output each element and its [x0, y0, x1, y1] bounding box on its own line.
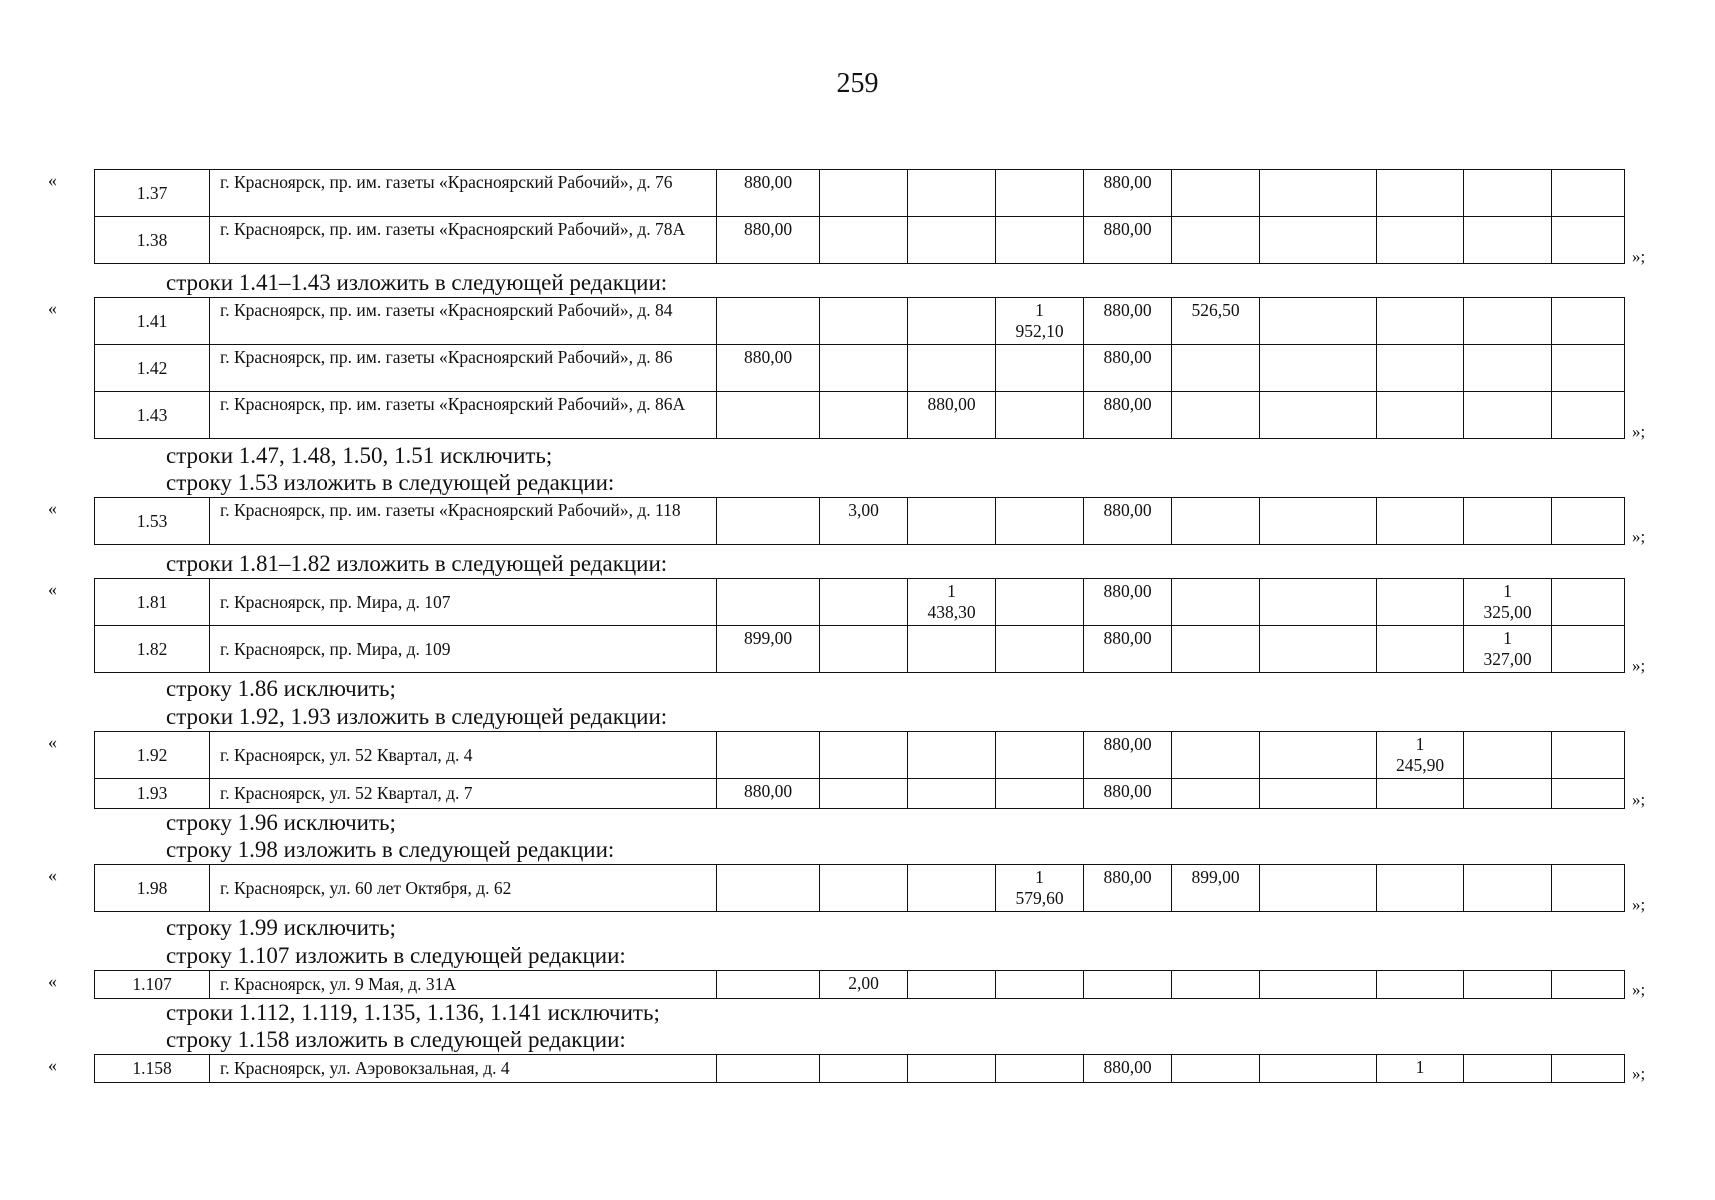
instruction-text: строки 1.47, 1.48, 1.50, 1.51 исключить;	[166, 443, 553, 468]
value-cell: 880,00	[1084, 217, 1172, 264]
row-address: г. Красноярск, пр. Мира, д. 109	[210, 626, 717, 673]
value-cell: 880,00	[717, 217, 820, 264]
value-cell: 3,00	[820, 498, 908, 545]
value-cell	[717, 732, 820, 779]
instruction-text: строку 1.86 исключить;	[166, 676, 396, 701]
open-quote: «	[48, 865, 57, 885]
value-cell	[908, 971, 996, 999]
value-cell	[820, 298, 908, 345]
table-row	[95, 732, 1625, 779]
value-cell	[908, 779, 996, 809]
value-cell: 880,00	[1084, 626, 1172, 673]
value-cell: 899,00	[717, 626, 820, 673]
table-row	[95, 392, 1625, 439]
value-cell	[996, 392, 1084, 439]
amendment-table	[94, 970, 1625, 999]
row-number: 1.37	[95, 170, 210, 217]
value-cell	[1260, 865, 1377, 912]
value-cell	[1464, 170, 1552, 217]
close-quote: »;	[1632, 1064, 1646, 1083]
instruction-text: строки 1.92, 1.93 изложить в следующей редакции:	[166, 704, 668, 729]
table-row	[95, 579, 1625, 626]
instruction-text: строки 1.41–1.43 изложить в следующей редакции:	[166, 270, 668, 295]
row-number: 1.43	[95, 392, 210, 439]
value-cell	[1377, 626, 1464, 673]
table-row	[95, 170, 1625, 217]
value-cell	[1464, 345, 1552, 392]
close-quote: »;	[1632, 895, 1646, 914]
value-cell	[1172, 732, 1260, 779]
value-cell	[820, 217, 908, 264]
value-cell	[1260, 298, 1377, 345]
value-cell	[1172, 392, 1260, 439]
value-cell	[1172, 971, 1260, 999]
value-cell: 1 579,60	[996, 865, 1084, 912]
value-cell	[1464, 779, 1552, 809]
instruction-text: строки 1.81–1.82 изложить в следующей редакции:	[166, 551, 668, 576]
close-quote: »;	[1632, 527, 1646, 546]
value-cell	[1552, 392, 1625, 439]
row-address: г. Красноярск, пр. им. газеты «Красноярский Рабочий», д. 118	[210, 498, 717, 545]
value-cell	[717, 392, 820, 439]
value-cell	[717, 579, 820, 626]
open-quote: «	[48, 1055, 57, 1075]
value-cell	[1172, 345, 1260, 392]
value-cell	[1172, 170, 1260, 217]
value-cell	[1172, 626, 1260, 673]
value-cell	[1464, 971, 1552, 999]
value-cell	[1377, 345, 1464, 392]
value-cell	[1377, 498, 1464, 545]
value-cell	[1552, 579, 1625, 626]
amendment-table	[94, 1054, 1625, 1083]
instruction-text: строку 1.96 исключить;	[166, 810, 396, 835]
row-address: г. Красноярск, ул. 60 лет Октября, д. 62	[210, 865, 717, 912]
value-cell	[996, 1055, 1084, 1083]
value-cell: 1 438,30	[908, 579, 996, 626]
value-cell: 880,00	[1084, 298, 1172, 345]
value-cell	[1464, 1055, 1552, 1083]
value-cell	[1172, 779, 1260, 809]
value-cell	[820, 626, 908, 673]
value-cell	[1552, 170, 1625, 217]
row-number: 1.38	[95, 217, 210, 264]
value-cell	[1464, 392, 1552, 439]
value-cell	[1260, 779, 1377, 809]
row-number: 1.41	[95, 298, 210, 345]
row-address: г. Красноярск, ул. Аэровокзальная, д. 4	[210, 1055, 717, 1083]
row-number: 1.81	[95, 579, 210, 626]
value-cell	[1260, 217, 1377, 264]
instruction-text: строку 1.158 изложить в следующей редакции:	[166, 1027, 626, 1052]
value-cell	[1172, 1055, 1260, 1083]
amendment-table	[94, 497, 1625, 545]
value-cell	[908, 298, 996, 345]
open-quote: «	[48, 732, 57, 752]
value-cell	[1377, 392, 1464, 439]
value-cell	[1260, 732, 1377, 779]
value-cell	[1260, 170, 1377, 217]
value-cell: 880,00	[1084, 392, 1172, 439]
row-number: 1.158	[95, 1055, 210, 1083]
value-cell	[1377, 170, 1464, 217]
value-cell	[996, 626, 1084, 673]
value-cell	[717, 298, 820, 345]
value-cell	[1172, 498, 1260, 545]
row-address: г. Красноярск, пр. им. газеты «Красноярский Рабочий», д. 84	[210, 298, 717, 345]
value-cell	[1552, 298, 1625, 345]
row-address: г. Красноярск, ул. 9 Мая, д. 31А	[210, 971, 717, 999]
table-row	[95, 779, 1625, 809]
value-cell	[1377, 971, 1464, 999]
instruction-text: строку 1.98 изложить в следующей редакции:	[166, 837, 615, 862]
amendment-table	[94, 297, 1625, 439]
value-cell	[1464, 732, 1552, 779]
value-cell: 1 325,00	[1464, 579, 1552, 626]
value-cell	[1260, 392, 1377, 439]
value-cell	[1377, 865, 1464, 912]
row-number: 1.93	[95, 779, 210, 809]
value-cell	[908, 498, 996, 545]
row-address: г. Красноярск, пр. им. газеты «Красноярский Рабочий», д. 78А	[210, 217, 717, 264]
row-address: г. Красноярск, ул. 52 Квартал, д. 4	[210, 732, 717, 779]
table-row	[95, 626, 1625, 673]
value-cell	[1552, 345, 1625, 392]
row-address: г. Красноярск, пр. им. газеты «Красноярский Рабочий», д. 76	[210, 170, 717, 217]
value-cell	[820, 170, 908, 217]
row-number: 1.92	[95, 732, 210, 779]
value-cell	[1260, 971, 1377, 999]
value-cell	[996, 170, 1084, 217]
instruction-text: строку 1.99 исключить;	[166, 915, 396, 940]
open-quote: «	[48, 498, 57, 518]
table-row	[95, 345, 1625, 392]
value-cell: 880,00	[717, 345, 820, 392]
row-number: 1.42	[95, 345, 210, 392]
value-cell	[908, 865, 996, 912]
value-cell	[717, 971, 820, 999]
value-cell	[1260, 626, 1377, 673]
table-row	[95, 1055, 1625, 1083]
row-address: г. Красноярск, ул. 52 Квартал, д. 7	[210, 779, 717, 809]
value-cell: 1 245,90	[1377, 732, 1464, 779]
value-cell: 2,00	[820, 971, 908, 999]
value-cell	[820, 579, 908, 626]
value-cell	[996, 579, 1084, 626]
open-quote: «	[48, 579, 57, 599]
value-cell	[1260, 345, 1377, 392]
value-cell	[820, 392, 908, 439]
value-cell	[908, 1055, 996, 1083]
value-cell: 1 952,10	[996, 298, 1084, 345]
row-number: 1.107	[95, 971, 210, 999]
value-cell	[1377, 217, 1464, 264]
value-cell	[996, 498, 1084, 545]
value-cell	[1552, 217, 1625, 264]
instruction-text: строку 1.53 изложить в следующей редакции:	[166, 470, 615, 495]
close-quote: »;	[1632, 980, 1646, 999]
value-cell	[820, 865, 908, 912]
instruction-text: строку 1.107 изложить в следующей редакции:	[166, 943, 626, 968]
value-cell	[820, 732, 908, 779]
value-cell	[1172, 579, 1260, 626]
value-cell	[820, 1055, 908, 1083]
value-cell	[1552, 498, 1625, 545]
value-cell	[717, 1055, 820, 1083]
open-quote: «	[48, 971, 57, 991]
value-cell: 880,00	[1084, 865, 1172, 912]
value-cell	[1552, 626, 1625, 673]
open-quote: «	[48, 170, 57, 190]
value-cell: 880,00	[1084, 1055, 1172, 1083]
value-cell	[820, 779, 908, 809]
value-cell: 1 327,00	[1464, 626, 1552, 673]
value-cell	[1464, 298, 1552, 345]
amendment-table	[94, 864, 1625, 912]
instruction-text: строки 1.112, 1.119, 1.135, 1.136, 1.141 исключить;	[166, 1000, 660, 1025]
value-cell: 880,00	[908, 392, 996, 439]
value-cell	[1260, 1055, 1377, 1083]
row-number: 1.98	[95, 865, 210, 912]
table-row	[95, 865, 1625, 912]
value-cell: 880,00	[1084, 170, 1172, 217]
value-cell	[908, 170, 996, 217]
close-quote: »;	[1632, 422, 1646, 441]
value-cell	[1084, 971, 1172, 999]
value-cell	[717, 865, 820, 912]
value-cell: 880,00	[717, 779, 820, 809]
value-cell	[1172, 217, 1260, 264]
value-cell	[908, 345, 996, 392]
row-address: г. Красноярск, пр. им. газеты «Красноярский Рабочий», д. 86	[210, 345, 717, 392]
value-cell	[1377, 579, 1464, 626]
amendment-table	[94, 731, 1625, 809]
table-row	[95, 971, 1625, 999]
value-cell	[1464, 498, 1552, 545]
value-cell: 526,50	[1172, 298, 1260, 345]
value-cell: 1	[1377, 1055, 1464, 1083]
row-number: 1.53	[95, 498, 210, 545]
value-cell: 880,00	[1084, 345, 1172, 392]
value-cell	[1464, 865, 1552, 912]
open-quote: «	[48, 298, 57, 318]
value-cell	[996, 971, 1084, 999]
value-cell: 880,00	[1084, 498, 1172, 545]
close-quote: »;	[1632, 790, 1646, 809]
amendment-table	[94, 169, 1625, 264]
row-address: г. Красноярск, пр. Мира, д. 107	[210, 579, 717, 626]
value-cell	[908, 217, 996, 264]
value-cell	[1552, 971, 1625, 999]
value-cell	[908, 626, 996, 673]
value-cell	[1552, 865, 1625, 912]
value-cell	[717, 498, 820, 545]
value-cell	[820, 345, 908, 392]
value-cell	[908, 732, 996, 779]
value-cell: 880,00	[1084, 732, 1172, 779]
row-number: 1.82	[95, 626, 210, 673]
value-cell	[1377, 779, 1464, 809]
value-cell: 880,00	[1084, 579, 1172, 626]
value-cell	[996, 732, 1084, 779]
value-cell	[996, 779, 1084, 809]
close-quote: »;	[1632, 656, 1646, 675]
close-quote: »;	[1632, 247, 1646, 266]
value-cell	[1260, 579, 1377, 626]
value-cell	[1377, 298, 1464, 345]
value-cell: 880,00	[1084, 779, 1172, 809]
value-cell	[996, 345, 1084, 392]
value-cell: 880,00	[717, 170, 820, 217]
page-number: 259	[836, 68, 879, 99]
value-cell	[996, 217, 1084, 264]
value-cell: 899,00	[1172, 865, 1260, 912]
amendment-table	[94, 578, 1625, 673]
value-cell	[1552, 732, 1625, 779]
row-address: г. Красноярск, пр. им. газеты «Красноярский Рабочий», д. 86А	[210, 392, 717, 439]
value-cell	[1552, 779, 1625, 809]
table-row	[95, 298, 1625, 345]
value-cell	[1464, 217, 1552, 264]
table-row	[95, 217, 1625, 264]
table-row	[95, 498, 1625, 545]
value-cell	[1260, 498, 1377, 545]
value-cell	[1552, 1055, 1625, 1083]
